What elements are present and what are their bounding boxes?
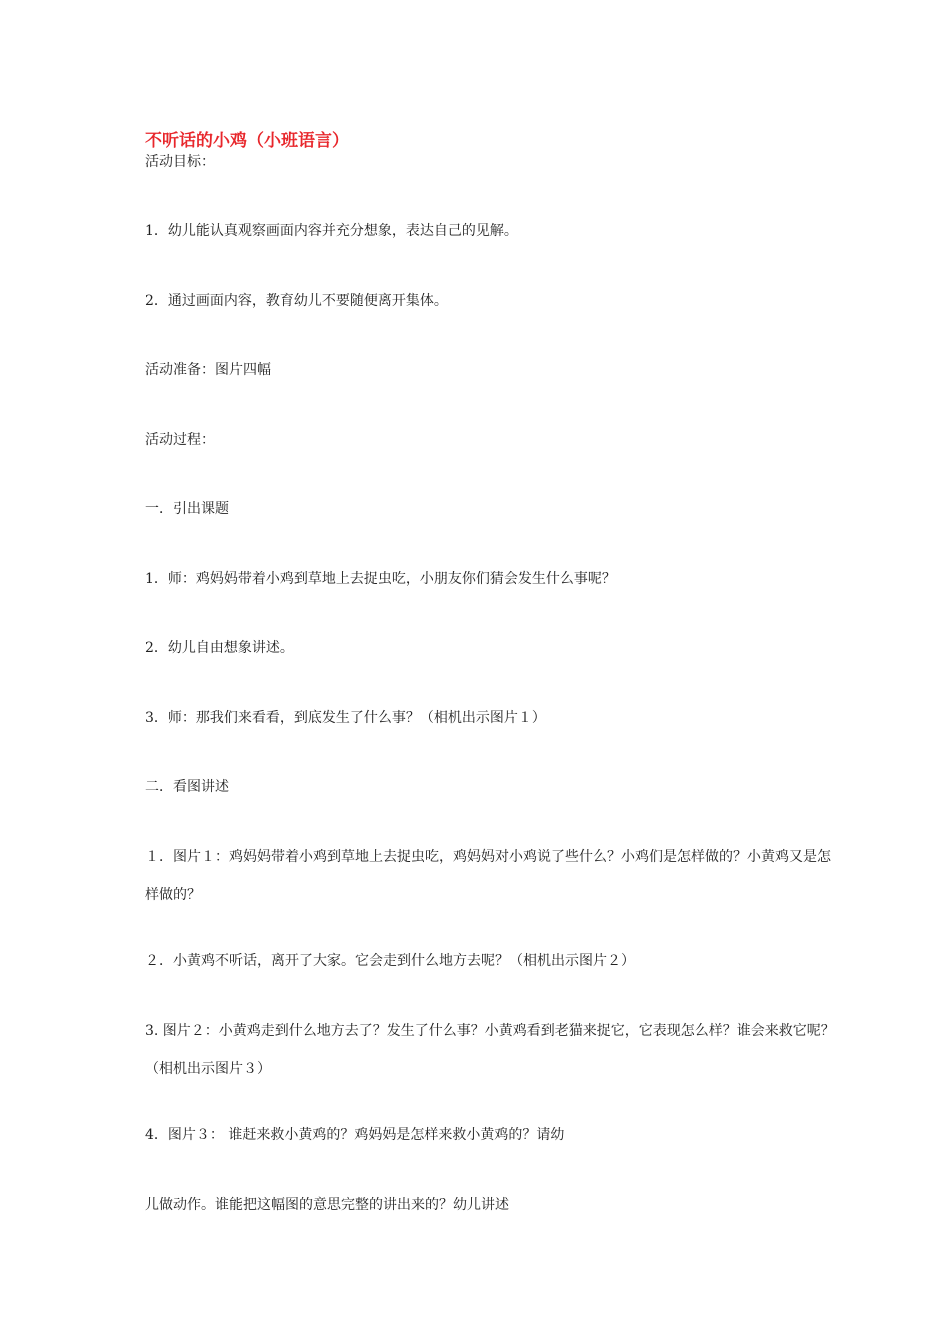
- section-heading-process: 活动过程：: [145, 432, 215, 448]
- step-2-item-1: １．图片１：鸡妈妈带着小鸡到草地上去捉虫吃，鸡妈妈对小鸡说了些什么？小鸡们是怎样做的？小黄鸡又是怎样做的？: [145, 849, 831, 903]
- section-heading-goals: 活动目标：: [145, 154, 215, 170]
- goal-item-2: 2．通过画面内容，教育幼儿不要随便离开集体。: [145, 293, 448, 309]
- goal-item-1: 1．幼儿能认真观察画面内容并充分想象，表达自己的见解。: [145, 223, 518, 239]
- step-heading-1: 一．引出课题: [145, 501, 229, 517]
- step-2-item-4: 4．图片３： 谁赶来救小黄鸡的？鸡妈妈是怎样来救小黄鸡的？请幼: [145, 1127, 565, 1143]
- step-2-item-4-continued: 儿做动作。谁能把这幅图的意思完整的讲出来的？幼儿讲述: [145, 1197, 509, 1213]
- document-title: 不听话的小鸡（小班语言）: [145, 131, 349, 151]
- step-2-item-3: 3. 图片２：小黄鸡走到什么地方去了？发生了什么事？小黄鸡看到老猫来捉它，它表现怎么样？谁会来救它呢？（相机出示图片３）: [145, 1023, 835, 1077]
- step-1-item-1: 1．师：鸡妈妈带着小鸡到草地上去捉虫吃，小朋友你们猜会发生什么事呢？: [145, 571, 616, 587]
- step-heading-2: 二．看图讲述: [145, 779, 229, 795]
- step-2-item-2: ２．小黄鸡不听话，离开了大家。它会走到什么地方去呢？（相机出示图片２）: [145, 953, 635, 969]
- preparation-line: 活动准备：图片四幅: [145, 362, 271, 378]
- step-1-item-2: 2．幼儿自由想象讲述。: [145, 640, 294, 656]
- step-1-item-3: 3．师：那我们来看看，到底发生了什么事？（相机出示图片１）: [145, 710, 546, 726]
